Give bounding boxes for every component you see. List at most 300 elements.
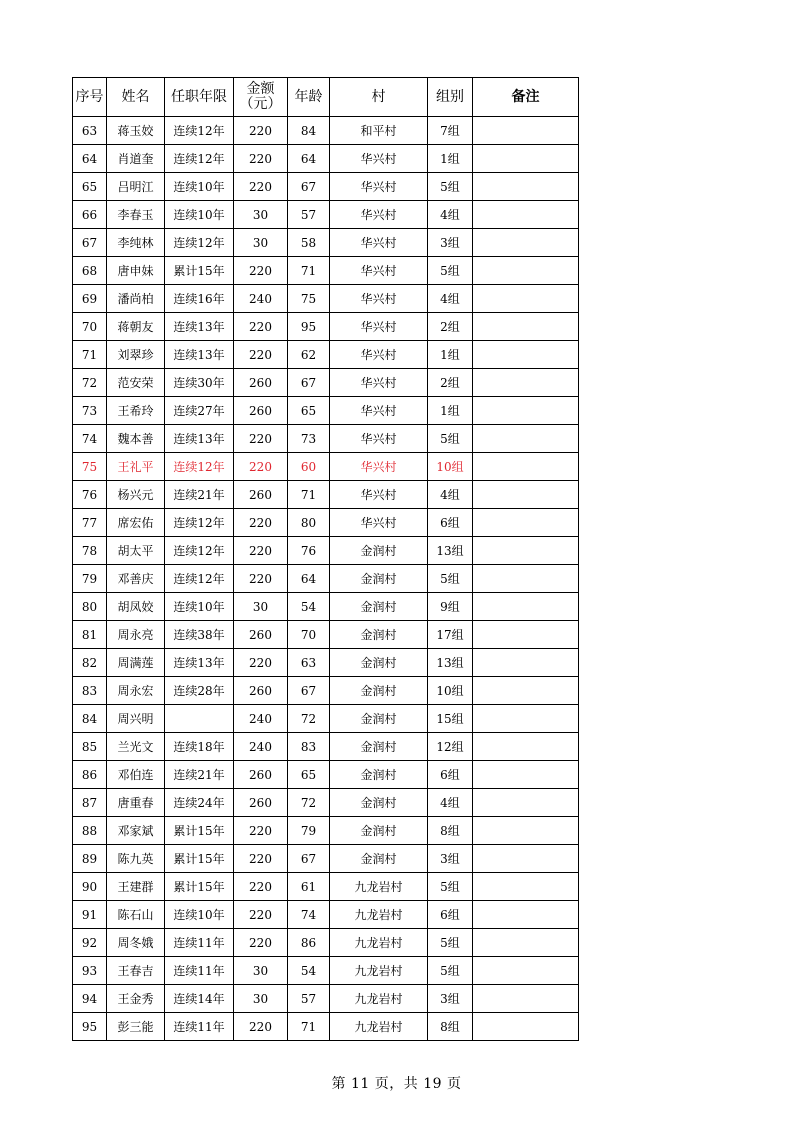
cell-amount: 30 xyxy=(234,985,288,1013)
table-row xyxy=(73,677,579,705)
cell-remarks xyxy=(473,565,579,593)
cell-remarks xyxy=(473,481,579,509)
cell-group: 4组 xyxy=(428,481,473,509)
cell-name: 周永宏 xyxy=(107,677,165,705)
table-row xyxy=(73,117,579,145)
cell-remarks xyxy=(473,677,579,705)
table-row xyxy=(73,929,579,957)
cell-amount: 260 xyxy=(234,621,288,649)
cell-tenure: 连续10年 xyxy=(165,201,234,229)
cell-tenure: 连续10年 xyxy=(165,173,234,201)
cell-group: 15组 xyxy=(428,705,473,733)
cell-name: 席宏佑 xyxy=(107,509,165,537)
cell-age: 72 xyxy=(288,705,330,733)
table-row xyxy=(73,425,579,453)
cell-index: 82 xyxy=(73,649,107,677)
cell-group: 13组 xyxy=(428,649,473,677)
cell-age: 58 xyxy=(288,229,330,257)
header-village: 村 xyxy=(330,78,428,117)
cell-age: 71 xyxy=(288,481,330,509)
cell-name: 肖道奎 xyxy=(107,145,165,173)
cell-remarks xyxy=(473,761,579,789)
cell-age: 75 xyxy=(288,285,330,313)
cell-village: 九龙岩村 xyxy=(330,957,428,985)
table-row xyxy=(73,229,579,257)
cell-index: 73 xyxy=(73,397,107,425)
cell-village: 金润村 xyxy=(330,677,428,705)
cell-remarks xyxy=(473,509,579,537)
cell-village: 华兴村 xyxy=(330,145,428,173)
cell-remarks xyxy=(473,901,579,929)
cell-name: 兰光文 xyxy=(107,733,165,761)
cell-index: 94 xyxy=(73,985,107,1013)
cell-amount: 220 xyxy=(234,509,288,537)
cell-name: 吕明江 xyxy=(107,173,165,201)
cell-group: 3组 xyxy=(428,985,473,1013)
cell-age: 84 xyxy=(288,117,330,145)
cell-village: 和平村 xyxy=(330,117,428,145)
header-index: 序号 xyxy=(73,78,107,117)
cell-tenure: 连续12年 xyxy=(165,565,234,593)
cell-name: 陈石山 xyxy=(107,901,165,929)
cell-tenure: 连续12年 xyxy=(165,453,234,481)
cell-amount: 220 xyxy=(234,873,288,901)
cell-remarks xyxy=(473,425,579,453)
cell-group: 12组 xyxy=(428,733,473,761)
cell-village: 华兴村 xyxy=(330,509,428,537)
cell-tenure: 连续30年 xyxy=(165,369,234,397)
table-row xyxy=(73,817,579,845)
table-row xyxy=(73,173,579,201)
cell-amount: 220 xyxy=(234,425,288,453)
table-row xyxy=(73,201,579,229)
header-tenure: 任职年限 xyxy=(165,78,234,117)
header-name: 姓名 xyxy=(107,78,165,117)
cell-village: 九龙岩村 xyxy=(330,1013,428,1041)
cell-age: 67 xyxy=(288,369,330,397)
cell-tenure: 连续12年 xyxy=(165,117,234,145)
cell-tenure: 连续21年 xyxy=(165,481,234,509)
cell-tenure: 累计15年 xyxy=(165,873,234,901)
cell-group: 4组 xyxy=(428,285,473,313)
cell-remarks xyxy=(473,957,579,985)
cell-index: 84 xyxy=(73,705,107,733)
cell-group: 8组 xyxy=(428,1013,473,1041)
cell-index: 88 xyxy=(73,817,107,845)
page-footer: 第 11 页，共 19 页 xyxy=(331,1076,462,1092)
cell-name: 刘翠珍 xyxy=(107,341,165,369)
cell-tenure: 连续24年 xyxy=(165,789,234,817)
cell-amount: 220 xyxy=(234,313,288,341)
table-row xyxy=(73,845,579,873)
cell-group: 5组 xyxy=(428,957,473,985)
cell-age: 65 xyxy=(288,397,330,425)
cell-village: 华兴村 xyxy=(330,285,428,313)
cell-amount: 220 xyxy=(234,901,288,929)
cell-group: 13组 xyxy=(428,537,473,565)
cell-age: 67 xyxy=(288,173,330,201)
cell-tenure: 连续11年 xyxy=(165,929,234,957)
cell-tenure: 累计15年 xyxy=(165,817,234,845)
cell-village: 华兴村 xyxy=(330,201,428,229)
cell-group: 5组 xyxy=(428,257,473,285)
cell-name: 李春玉 xyxy=(107,201,165,229)
cell-remarks xyxy=(473,397,579,425)
cell-group: 4组 xyxy=(428,789,473,817)
cell-group: 7组 xyxy=(428,117,473,145)
cell-village: 金润村 xyxy=(330,649,428,677)
cell-village: 金润村 xyxy=(330,817,428,845)
cell-village: 金润村 xyxy=(330,733,428,761)
cell-index: 81 xyxy=(73,621,107,649)
cell-age: 83 xyxy=(288,733,330,761)
cell-index: 74 xyxy=(73,425,107,453)
cell-age: 67 xyxy=(288,677,330,705)
cell-index: 70 xyxy=(73,313,107,341)
cell-name: 李纯林 xyxy=(107,229,165,257)
cell-village: 九龙岩村 xyxy=(330,929,428,957)
cell-name: 胡凤姣 xyxy=(107,593,165,621)
cell-name: 周兴明 xyxy=(107,705,165,733)
table-row xyxy=(73,733,579,761)
table-row xyxy=(73,761,579,789)
cell-village: 华兴村 xyxy=(330,369,428,397)
table-row xyxy=(73,397,579,425)
cell-index: 75 xyxy=(73,453,107,481)
cell-name: 蒋玉姣 xyxy=(107,117,165,145)
cell-group: 3组 xyxy=(428,845,473,873)
cell-name: 唐重春 xyxy=(107,789,165,817)
cell-group: 5组 xyxy=(428,929,473,957)
cell-tenure: 连续12年 xyxy=(165,509,234,537)
cell-group: 8组 xyxy=(428,817,473,845)
cell-village: 华兴村 xyxy=(330,481,428,509)
cell-amount: 240 xyxy=(234,285,288,313)
cell-tenure: 连续11年 xyxy=(165,1013,234,1041)
cell-remarks xyxy=(473,369,579,397)
cell-amount: 220 xyxy=(234,145,288,173)
cell-remarks xyxy=(473,845,579,873)
cell-remarks xyxy=(473,873,579,901)
cell-amount: 240 xyxy=(234,705,288,733)
cell-village: 华兴村 xyxy=(330,453,428,481)
cell-tenure: 连续10年 xyxy=(165,593,234,621)
cell-village: 金润村 xyxy=(330,789,428,817)
cell-remarks xyxy=(473,145,579,173)
cell-amount: 220 xyxy=(234,537,288,565)
cell-group: 5组 xyxy=(428,565,473,593)
cell-index: 68 xyxy=(73,257,107,285)
table-body xyxy=(73,117,579,1041)
cell-age: 86 xyxy=(288,929,330,957)
cell-index: 72 xyxy=(73,369,107,397)
cell-group: 6组 xyxy=(428,509,473,537)
cell-name: 胡太平 xyxy=(107,537,165,565)
cell-remarks xyxy=(473,817,579,845)
cell-group: 5组 xyxy=(428,173,473,201)
cell-index: 79 xyxy=(73,565,107,593)
table-row xyxy=(73,341,579,369)
table-row xyxy=(73,789,579,817)
cell-age: 79 xyxy=(288,817,330,845)
cell-village: 金润村 xyxy=(330,537,428,565)
cell-amount: 220 xyxy=(234,341,288,369)
cell-tenure: 连续27年 xyxy=(165,397,234,425)
cell-age: 72 xyxy=(288,789,330,817)
cell-index: 87 xyxy=(73,789,107,817)
table-row xyxy=(73,509,579,537)
cell-village: 华兴村 xyxy=(330,425,428,453)
table-row xyxy=(73,705,579,733)
cell-amount: 30 xyxy=(234,957,288,985)
cell-remarks xyxy=(473,733,579,761)
cell-index: 92 xyxy=(73,929,107,957)
cell-village: 金润村 xyxy=(330,593,428,621)
cell-name: 陈九英 xyxy=(107,845,165,873)
cell-tenure: 累计15年 xyxy=(165,257,234,285)
cell-remarks xyxy=(473,201,579,229)
cell-group: 2组 xyxy=(428,369,473,397)
cell-tenure xyxy=(165,705,234,733)
cell-group: 2组 xyxy=(428,313,473,341)
header-amount xyxy=(234,78,288,117)
cell-name: 彭三能 xyxy=(107,1013,165,1041)
cell-remarks xyxy=(473,929,579,957)
cell-group: 17组 xyxy=(428,621,473,649)
cell-index: 89 xyxy=(73,845,107,873)
cell-tenure: 连续12年 xyxy=(165,537,234,565)
cell-village: 金润村 xyxy=(330,565,428,593)
header-amount-line2: （元） xyxy=(239,96,282,112)
cell-amount: 220 xyxy=(234,929,288,957)
cell-village: 华兴村 xyxy=(330,341,428,369)
table-row xyxy=(73,649,579,677)
cell-tenure: 连续12年 xyxy=(165,229,234,257)
cell-age: 62 xyxy=(288,341,330,369)
cell-name: 唐申妹 xyxy=(107,257,165,285)
cell-name: 王希玲 xyxy=(107,397,165,425)
cell-index: 86 xyxy=(73,761,107,789)
cell-index: 95 xyxy=(73,1013,107,1041)
cell-age: 64 xyxy=(288,565,330,593)
cell-village: 华兴村 xyxy=(330,173,428,201)
cell-village: 华兴村 xyxy=(330,397,428,425)
cell-name: 潘尚柏 xyxy=(107,285,165,313)
cell-amount: 260 xyxy=(234,369,288,397)
cell-remarks xyxy=(473,593,579,621)
cell-name: 周满莲 xyxy=(107,649,165,677)
cell-index: 67 xyxy=(73,229,107,257)
cell-name: 王春吉 xyxy=(107,957,165,985)
cell-age: 64 xyxy=(288,145,330,173)
table-row xyxy=(73,593,579,621)
cell-age: 65 xyxy=(288,761,330,789)
table-row xyxy=(73,145,579,173)
cell-remarks xyxy=(473,173,579,201)
cell-name: 王金秀 xyxy=(107,985,165,1013)
cell-group: 5组 xyxy=(428,873,473,901)
cell-age: 95 xyxy=(288,313,330,341)
table-row xyxy=(73,1013,579,1041)
cell-amount: 30 xyxy=(234,593,288,621)
cell-remarks xyxy=(473,985,579,1013)
cell-tenure: 连续16年 xyxy=(165,285,234,313)
cell-village: 九龙岩村 xyxy=(330,901,428,929)
cell-village: 华兴村 xyxy=(330,229,428,257)
table-row xyxy=(73,369,579,397)
cell-amount: 260 xyxy=(234,397,288,425)
cell-age: 67 xyxy=(288,845,330,873)
cell-index: 85 xyxy=(73,733,107,761)
cell-index: 90 xyxy=(73,873,107,901)
cell-group: 10组 xyxy=(428,453,473,481)
cell-name: 周冬娥 xyxy=(107,929,165,957)
cell-remarks xyxy=(473,285,579,313)
cell-amount: 220 xyxy=(234,117,288,145)
cell-index: 66 xyxy=(73,201,107,229)
cell-tenure: 连续13年 xyxy=(165,313,234,341)
table-row xyxy=(73,313,579,341)
cell-name: 周永亮 xyxy=(107,621,165,649)
cell-amount: 220 xyxy=(234,1013,288,1041)
cell-tenure: 连续18年 xyxy=(165,733,234,761)
cell-remarks xyxy=(473,621,579,649)
cell-age: 54 xyxy=(288,957,330,985)
table-row xyxy=(73,481,579,509)
cell-remarks xyxy=(473,1013,579,1041)
cell-group: 1组 xyxy=(428,341,473,369)
table-row xyxy=(73,285,579,313)
cell-amount: 260 xyxy=(234,481,288,509)
cell-group: 6组 xyxy=(428,761,473,789)
cell-index: 78 xyxy=(73,537,107,565)
cell-name: 范安荣 xyxy=(107,369,165,397)
cell-tenure: 连续11年 xyxy=(165,957,234,985)
cell-age: 70 xyxy=(288,621,330,649)
cell-index: 91 xyxy=(73,901,107,929)
cell-amount: 220 xyxy=(234,257,288,285)
cell-group: 5组 xyxy=(428,425,473,453)
cell-village: 华兴村 xyxy=(330,257,428,285)
cell-age: 54 xyxy=(288,593,330,621)
cell-amount: 260 xyxy=(234,789,288,817)
cell-age: 76 xyxy=(288,537,330,565)
cell-amount: 220 xyxy=(234,649,288,677)
header-amount-line1: 金额 xyxy=(246,81,275,97)
cell-amount: 220 xyxy=(234,453,288,481)
cell-amount: 240 xyxy=(234,733,288,761)
cell-remarks xyxy=(473,453,579,481)
cell-name: 邓伯连 xyxy=(107,761,165,789)
cell-tenure: 连续38年 xyxy=(165,621,234,649)
cell-group: 1组 xyxy=(428,145,473,173)
cell-index: 93 xyxy=(73,957,107,985)
cell-remarks xyxy=(473,705,579,733)
table-row xyxy=(73,453,579,481)
cell-village: 金润村 xyxy=(330,845,428,873)
cell-index: 65 xyxy=(73,173,107,201)
cell-village: 华兴村 xyxy=(330,313,428,341)
cell-age: 57 xyxy=(288,985,330,1013)
cell-age: 63 xyxy=(288,649,330,677)
cell-age: 61 xyxy=(288,873,330,901)
cell-group: 4组 xyxy=(428,201,473,229)
cell-tenure: 连续13年 xyxy=(165,425,234,453)
cell-remarks xyxy=(473,229,579,257)
table-row xyxy=(73,257,579,285)
cell-village: 九龙岩村 xyxy=(330,873,428,901)
cell-tenure: 连续13年 xyxy=(165,649,234,677)
cell-name: 杨兴元 xyxy=(107,481,165,509)
cell-amount: 220 xyxy=(234,565,288,593)
cell-remarks xyxy=(473,537,579,565)
cell-group: 3组 xyxy=(428,229,473,257)
cell-name: 魏本善 xyxy=(107,425,165,453)
header-remarks: 备注 xyxy=(473,78,579,117)
cell-amount: 220 xyxy=(234,845,288,873)
cell-tenure: 累计15年 xyxy=(165,845,234,873)
table-row xyxy=(73,957,579,985)
table-row xyxy=(73,565,579,593)
cell-amount: 260 xyxy=(234,761,288,789)
cell-group: 10组 xyxy=(428,677,473,705)
cell-remarks xyxy=(473,257,579,285)
cell-index: 77 xyxy=(73,509,107,537)
cell-name: 蒋朝友 xyxy=(107,313,165,341)
cell-group: 9组 xyxy=(428,593,473,621)
cell-village: 九龙岩村 xyxy=(330,985,428,1013)
cell-index: 76 xyxy=(73,481,107,509)
cell-name: 邓善庆 xyxy=(107,565,165,593)
cell-index: 64 xyxy=(73,145,107,173)
cell-name: 邓家斌 xyxy=(107,817,165,845)
cell-remarks xyxy=(473,649,579,677)
cell-age: 71 xyxy=(288,257,330,285)
cell-village: 金润村 xyxy=(330,621,428,649)
cell-amount: 220 xyxy=(234,173,288,201)
cell-age: 60 xyxy=(288,453,330,481)
cell-index: 63 xyxy=(73,117,107,145)
cell-tenure: 连续12年 xyxy=(165,145,234,173)
table-row xyxy=(73,901,579,929)
header-row xyxy=(73,78,579,117)
cell-remarks xyxy=(473,789,579,817)
cell-remarks xyxy=(473,117,579,145)
cell-tenure: 连续10年 xyxy=(165,901,234,929)
header-age: 年龄 xyxy=(288,78,330,117)
cell-group: 1组 xyxy=(428,397,473,425)
cell-index: 69 xyxy=(73,285,107,313)
cell-amount: 30 xyxy=(234,229,288,257)
subsidy-table xyxy=(72,77,579,1041)
cell-amount: 30 xyxy=(234,201,288,229)
cell-tenure: 连续13年 xyxy=(165,341,234,369)
cell-tenure: 连续28年 xyxy=(165,677,234,705)
cell-village: 金润村 xyxy=(330,705,428,733)
cell-name: 王礼平 xyxy=(107,453,165,481)
cell-age: 57 xyxy=(288,201,330,229)
cell-index: 80 xyxy=(73,593,107,621)
cell-index: 71 xyxy=(73,341,107,369)
cell-remarks xyxy=(473,341,579,369)
cell-age: 74 xyxy=(288,901,330,929)
cell-index: 83 xyxy=(73,677,107,705)
table-row xyxy=(73,621,579,649)
table-row xyxy=(73,985,579,1013)
cell-remarks xyxy=(473,313,579,341)
cell-tenure: 连续21年 xyxy=(165,761,234,789)
header-group: 组别 xyxy=(428,78,473,117)
